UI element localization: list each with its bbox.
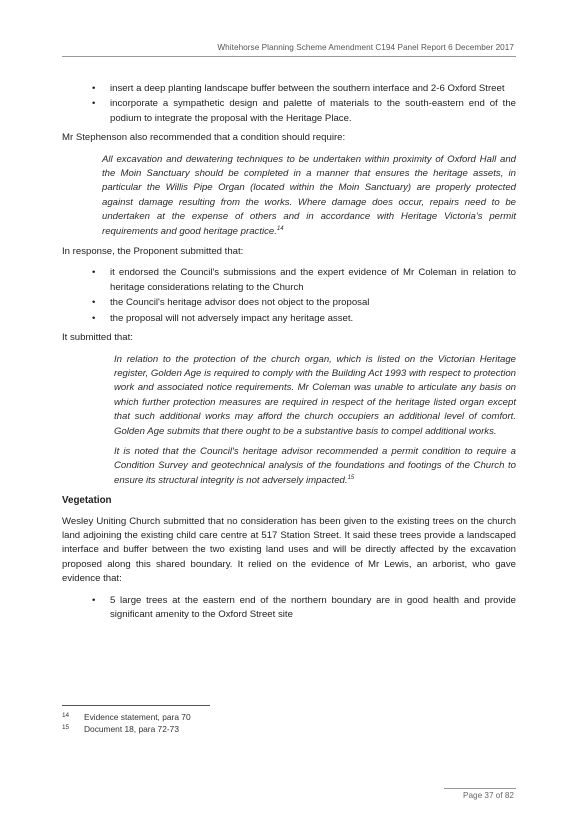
list-item: • it endorsed the Council's submissions and the expert evidence of Mr Coleman in relation to heritage considerations relating to the Church	[92, 267, 516, 293]
header-rule	[62, 56, 516, 57]
footer-rule	[444, 788, 516, 789]
paragraph-response: In response, the Proponent submitted that:	[62, 246, 244, 258]
footnote-rule	[62, 705, 210, 706]
quote-heritage-advisor: It is noted that the Council's heritage advisor recommended a permit condition to require a Condition Survey and geotechnical analysis of the foundations and footings of the Church to ensure its structural integrity is not adversely impacted.$^{15}$	[114, 445, 516, 486]
bullet-icon: •	[92, 83, 96, 94]
footnote-ref-14[interactable]: 14	[276, 225, 284, 232]
paragraph-submitted: It submitted that:	[62, 332, 133, 344]
footnote-15: 15 Document 18, para 72-73	[62, 724, 179, 735]
paragraph-stephenson: Mr Stephenson also recommended that a condition should require:	[62, 132, 346, 144]
bullet-icon: •	[92, 312, 96, 324]
bullet-icon: •	[92, 297, 96, 309]
bullet-icon: •	[92, 594, 96, 606]
paragraph-vegetation: Wesley Uniting Church submitted that no consideration has been given to the existing trees on the church land adjoining the existing child care centre at 517 Station Street. It said these trees provide a landscaped interface and buffer between the two existing land uses and will be directly affected by the excavation proposed along this shared boundary. It relied on the evidence of Mr Lewis, an arborist, who gave evidence that:	[62, 515, 516, 585]
running-header: Whitehorse Planning Scheme Amendment C194 Panel Report 6 December 2017	[217, 43, 514, 52]
list-item: • incorporate a sympathetic design and palette of materials to the south-eastern end of the podium to integrate the proposal with the Heritage Place.	[92, 98, 516, 124]
list-item: • the Council's heritage advisor does not object to the proposal	[62, 296, 516, 310]
page-body	[62, 82, 516, 627]
footnote-ref-15[interactable]: 15	[347, 474, 355, 481]
bullet-list-trees	[62, 594, 516, 623]
bullet-icon: •	[92, 98, 96, 110]
page-number: Page 37 of 82	[463, 791, 514, 800]
list-item: • the proposal will not adversely impact any heritage asset.	[62, 312, 516, 326]
heading-vegetation: Vegetation	[62, 495, 112, 507]
quote-church-organ: In relation to the protection of the church organ, which is listed on the Victorian Heritage register, Golden Age is required to comply with the Building Act 1993 with respect to protection work and associated notice requirements. Mr Coleman was unable to articulate any basis on which further protection measures are required in respect of the heritage listed organ except that such additional works may afford the church occupiers an additional level of comfort. Golden Age submits that there ought to be a substantive basis to compel additional works.	[114, 353, 516, 437]
bullet-list-heritage	[62, 82, 516, 126]
bullet-list-proponent	[62, 266, 516, 326]
quote-excavation: All excavation and dewatering techniques to be undertaken within proximity of Oxford Hall and the Moin Sanctuary should be completed in a manner that ensures the heritage assets, in particular the Willis Pipe Organ (located within the Moin Sanctuary) are properly protected against damage resulting from the works. Where damage does occur, repairs need to be undertaken at the expense of others and in accordance with Heritage Victoria's permit requirements and good heritage practice.$^{14}$	[102, 153, 516, 237]
bullet-icon: •	[92, 267, 96, 279]
list-item: • insert a deep planting landscape buffer between the southern interface and 2-6 Oxford Street	[62, 82, 516, 96]
list-item: • 5 large trees at the eastern end of the northern boundary are in good health and provide significant amenity to the Oxford Street site	[92, 594, 516, 620]
footnote-14: 14 Evidence statement, para 70	[62, 712, 191, 722]
footnotes	[62, 711, 191, 736]
